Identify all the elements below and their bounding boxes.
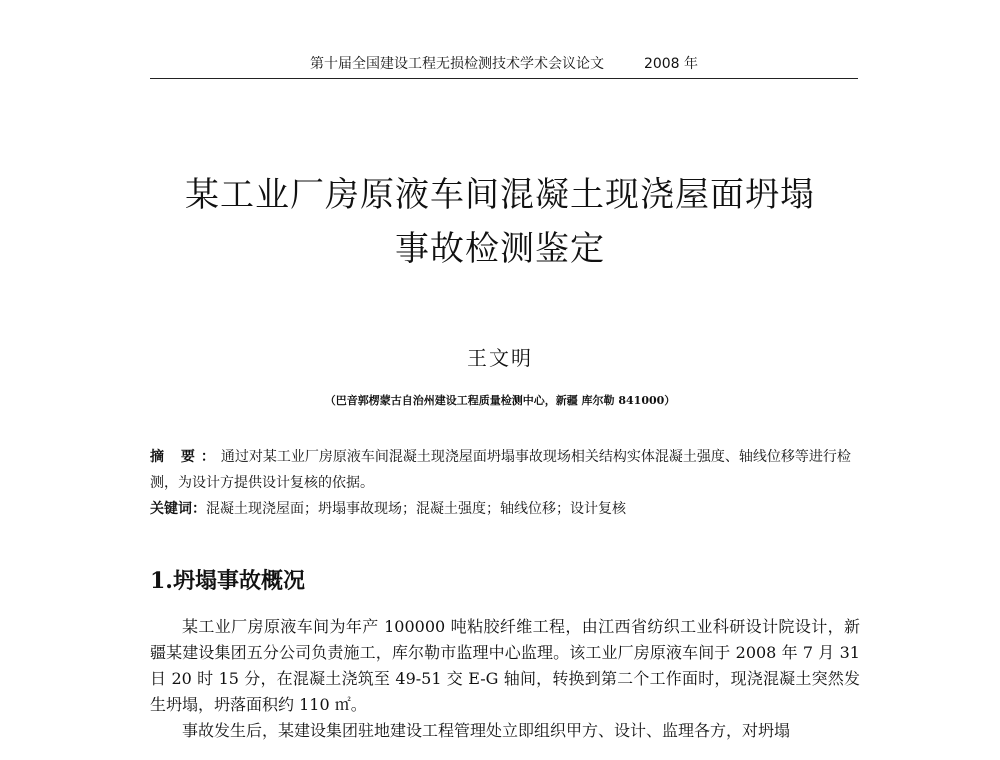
abstract-block (150, 444, 860, 522)
keywords-label: 关键词： (150, 501, 206, 517)
body-paragraph: 某工业厂房原液车间为年产 100000 吨粘胶纤维工程，由江西省纺织工业科研设计院设计，新疆某建设集团五分公司负责施工，库尔勒市监理中心监理。该工业厂房原液车间于 2008 年 7 月 31 日 20 时 15 分，在混凝土浇筑至 49-51 交 E-G 轴间，转换到第二个工作面时，现浇混凝土突然发生坍塌，坍落面积约 110 ㎡。 (150, 617, 860, 714)
body-paragraph: 事故发生后，某建设集团驻地建设工程管理处立即组织甲方、设计、监理各方，对坍塌 (182, 721, 791, 740)
title-line-2: 事故检测鉴定 (395, 229, 605, 269)
abstract (150, 444, 860, 496)
keywords-text: 混凝土现浇屋面；坍塌事故现场；混凝土强度；轴线位移；设计复核 (206, 501, 626, 517)
author-affiliation: （巴音郭楞蒙古自治州建设工程质量检测中心，新疆 库尔勒 841000） (324, 394, 676, 407)
keywords (150, 496, 860, 522)
body-text (150, 614, 860, 744)
paper-title (0, 168, 1000, 276)
conference-name: 第十届全国建设工程无损检测技术学术会议论文 (309, 56, 604, 72)
abstract-label: 摘 要： (150, 449, 221, 465)
author-name: 王文明 (467, 346, 533, 370)
abstract-text: 通过对某工业厂房原液车间混凝土现浇屋面坍塌事故现场相关结构实体混凝土强度、轴线位移等进行检测，为设计方提供设计复核的依据。 (150, 449, 851, 491)
title-line-1: 某工业厂房原液车间混凝土现浇屋面坍塌 (185, 175, 815, 215)
conference-year: 2008 年 (643, 56, 699, 72)
section-heading: 1.坍塌事故概况 (150, 568, 305, 594)
running-header (150, 52, 858, 79)
